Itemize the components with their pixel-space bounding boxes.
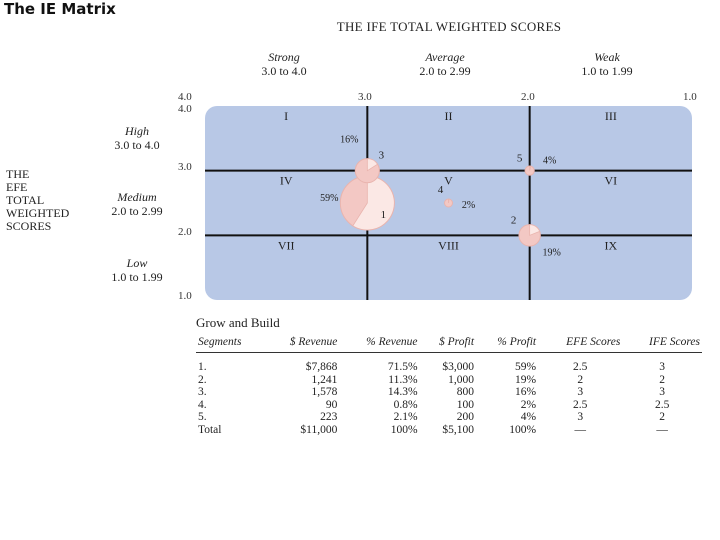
segments-table <box>196 336 702 436</box>
cell: 3 <box>659 386 666 398</box>
cell: — <box>574 423 586 436</box>
column-header-range: 3.0 to 4.0 <box>261 64 307 78</box>
cell: 1. <box>198 361 207 373</box>
segment-number-label: 1 <box>380 209 387 221</box>
cell: 2. <box>198 373 207 386</box>
cell: 3 <box>577 386 584 398</box>
cell: 100 <box>456 398 475 411</box>
cell: 2.1% <box>393 411 418 423</box>
cell: 2.5 <box>573 398 588 411</box>
cell: 2.5 <box>573 361 588 373</box>
y-axis-title-line: EFE <box>6 180 28 194</box>
profit-share-label: 19% <box>542 247 561 259</box>
cell: 2.5 <box>654 398 670 411</box>
y-axis-title-line: THE <box>6 167 30 181</box>
row-header-range: 2.0 to 2.99 <box>111 204 163 218</box>
cell: 100% <box>509 423 537 436</box>
row-header-name: Medium <box>117 190 157 204</box>
column-header-name: Strong <box>268 50 300 64</box>
spacer <box>196 353 702 362</box>
cell-label: IX <box>604 238 618 253</box>
header-revenue: $ Revenue <box>265 336 340 353</box>
cell: 59% <box>515 361 537 373</box>
cell: 1,578 <box>311 386 338 398</box>
header-segments: Segments <box>196 336 265 353</box>
cell-label: VII <box>277 238 295 253</box>
y-tick-label: 2.0 <box>178 226 192 238</box>
table-title: Grow and Build <box>196 315 280 330</box>
table-row <box>196 361 702 374</box>
cell: 200 <box>456 411 475 423</box>
cell: 90 <box>325 398 338 411</box>
cell: 5. <box>198 411 207 423</box>
table-row <box>196 411 702 424</box>
column-header-name: Average <box>425 50 465 64</box>
cell: 4% <box>520 411 537 423</box>
cell: 19% <box>515 373 537 386</box>
page-title: The IE Matrix <box>4 0 116 18</box>
segment-number-label: 5 <box>516 152 523 165</box>
cell-label: VI <box>604 173 618 188</box>
cell-label: VIII <box>438 238 459 253</box>
cell: 2 <box>659 373 666 386</box>
cell: 800 <box>456 386 475 398</box>
header-ife: IFE Scores <box>622 336 702 353</box>
cell: $3,000 <box>442 361 475 373</box>
cell: 100% <box>390 423 418 436</box>
cell-label: I <box>284 109 289 123</box>
cell: 1,000 <box>448 373 475 386</box>
segment-number-label: 3 <box>378 149 385 162</box>
table-header-row <box>196 336 702 353</box>
segment-number-label: 4 <box>437 184 444 196</box>
y-axis-title-line: WEIGHTED <box>6 206 70 220</box>
x-tick-label: 3.0 <box>358 91 372 103</box>
cell-label: III <box>604 109 617 123</box>
y-tick-label: 3.0 <box>178 161 192 173</box>
cell: $5,100 <box>442 423 475 436</box>
cell: 16% <box>515 386 537 398</box>
cell: $7,868 <box>305 361 338 373</box>
header-efe: EFE Scores <box>538 336 622 353</box>
x-tick-label: 2.0 <box>521 91 535 103</box>
y-tick-label: 1.0 <box>178 290 192 302</box>
y-tick-label: 4.0 <box>178 103 192 115</box>
cell: 2% <box>520 398 537 411</box>
y-axis-title-line: TOTAL <box>6 193 45 207</box>
table-row <box>196 374 702 387</box>
profit-share-label: 4% <box>542 155 557 167</box>
row-header-name: Low <box>126 256 148 270</box>
cell: 223 <box>320 411 338 423</box>
cell: 14.3% <box>387 386 418 398</box>
chart-title: THE IFE TOTAL WEIGHTED SCORES <box>336 19 562 34</box>
cell: 11.3% <box>388 373 418 386</box>
cell: 3 <box>659 361 666 373</box>
cell: 1,241 <box>311 373 338 386</box>
cell: — <box>656 423 668 436</box>
table-total-row <box>196 424 702 437</box>
header-revenue-pct: % Revenue <box>339 336 419 353</box>
cell-label: IV <box>279 173 293 188</box>
header-profit-pct: % Profit <box>476 336 538 353</box>
table-row <box>196 399 702 412</box>
profit-share-label: 59% <box>320 193 339 204</box>
column-header-range: 1.0 to 1.99 <box>581 64 633 78</box>
x-tick-label: 1.0 <box>683 91 697 103</box>
row-header-name: High <box>125 124 149 138</box>
cell: 2 <box>659 411 666 423</box>
cell: 4. <box>198 398 207 411</box>
y-axis-title-line: SCORES <box>6 219 52 233</box>
cell: 0.8% <box>393 398 418 411</box>
segment-number-label: 2 <box>510 214 517 227</box>
cell: 71.5% <box>387 361 418 373</box>
cell-label: V <box>444 173 453 188</box>
profit-share-label: 16% <box>340 134 359 146</box>
cell: 3. <box>198 386 207 398</box>
row-header-range: 1.0 to 1.99 <box>111 270 163 284</box>
cell: $11,000 <box>300 423 338 436</box>
segments-table-section <box>196 315 702 436</box>
column-header-name: Weak <box>594 50 620 64</box>
profit-share-label: 2% <box>461 200 476 211</box>
cell: 2 <box>577 373 584 386</box>
profit-slice <box>449 199 450 203</box>
header-profit: $ Profit <box>420 336 477 353</box>
x-tick-label: 4.0 <box>178 91 192 103</box>
column-header-range: 2.0 to 2.99 <box>419 64 471 78</box>
cell: 3 <box>577 411 584 423</box>
cell: Total <box>198 423 222 436</box>
row-header-range: 3.0 to 4.0 <box>114 138 160 152</box>
cell-label: II <box>444 109 453 123</box>
table-row <box>196 386 702 399</box>
